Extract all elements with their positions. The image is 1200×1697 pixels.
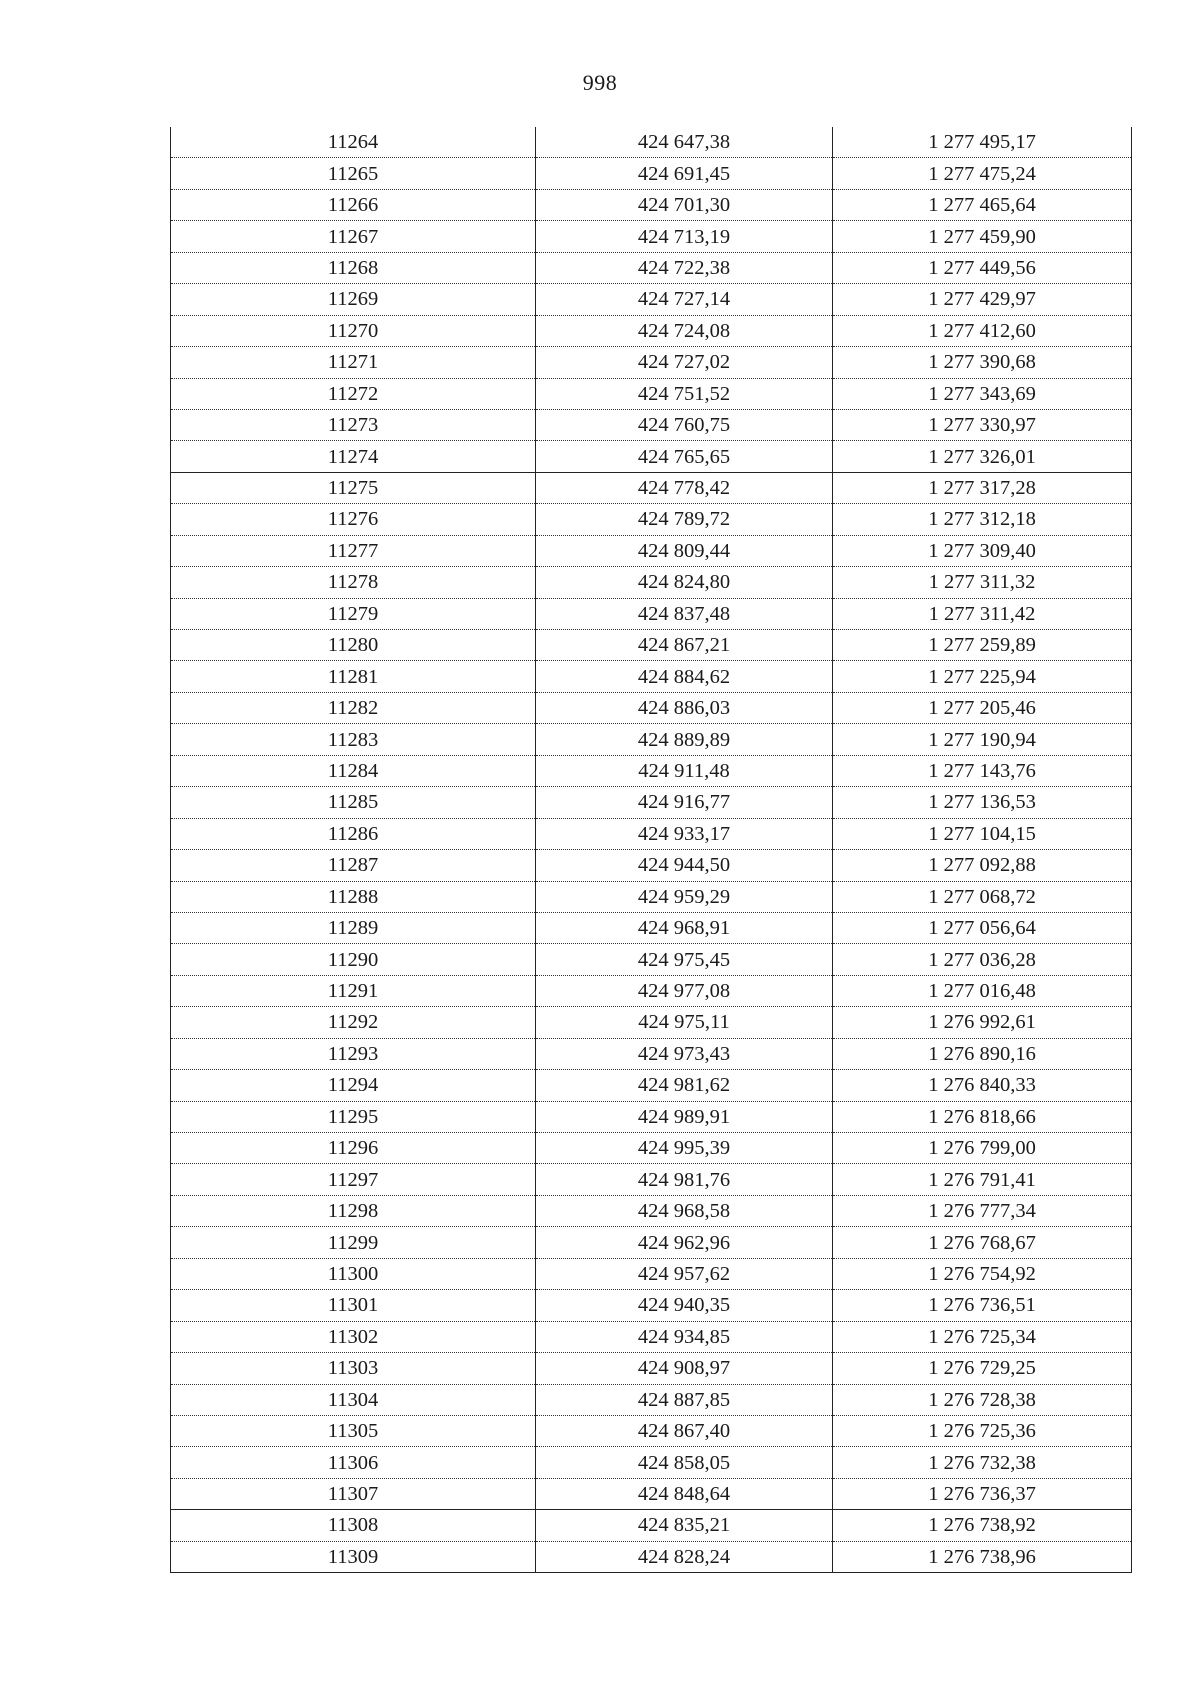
y-coordinate-cell: 1 277 330,97 [833,409,1132,440]
x-coordinate-cell: 424 727,02 [536,347,833,378]
y-coordinate-cell: 1 277 311,32 [833,567,1132,598]
y-coordinate-cell: 1 277 136,53 [833,787,1132,818]
point-number-cell: 11292 [171,1007,536,1038]
point-number-cell: 11288 [171,881,536,912]
point-number-cell: 11298 [171,1195,536,1226]
point-number-cell: 11289 [171,912,536,943]
table-row [171,127,1132,158]
point-number-cell: 11291 [171,975,536,1006]
table-row [171,567,1132,598]
table-row [171,692,1132,723]
x-coordinate-cell: 424 760,75 [536,409,833,440]
coordinates-table [170,127,1132,1573]
point-number-cell: 11302 [171,1321,536,1352]
x-coordinate-cell: 424 835,21 [536,1510,833,1541]
x-coordinate-cell: 424 724,08 [536,315,833,346]
y-coordinate-cell: 1 276 791,41 [833,1164,1132,1195]
y-coordinate-cell: 1 277 259,89 [833,630,1132,661]
x-coordinate-cell: 424 916,77 [536,787,833,818]
point-number-cell: 11300 [171,1258,536,1289]
y-coordinate-cell: 1 277 459,90 [833,221,1132,252]
table-row [171,1195,1132,1226]
y-coordinate-cell: 1 277 068,72 [833,881,1132,912]
point-number-cell: 11306 [171,1447,536,1478]
point-number-cell: 11293 [171,1038,536,1069]
y-coordinate-cell: 1 276 729,25 [833,1353,1132,1384]
point-number-cell: 11266 [171,189,536,220]
x-coordinate-cell: 424 995,39 [536,1133,833,1164]
x-coordinate-cell: 424 887,85 [536,1384,833,1415]
y-coordinate-cell: 1 277 190,94 [833,724,1132,755]
point-number-cell: 11309 [171,1541,536,1572]
y-coordinate-cell: 1 276 890,16 [833,1038,1132,1069]
x-coordinate-cell: 424 973,43 [536,1038,833,1069]
point-number-cell: 11286 [171,818,536,849]
point-number-cell: 11265 [171,158,536,189]
x-coordinate-cell: 424 968,58 [536,1195,833,1226]
x-coordinate-cell: 424 647,38 [536,127,833,158]
y-coordinate-cell: 1 277 016,48 [833,975,1132,1006]
y-coordinate-cell: 1 277 449,56 [833,252,1132,283]
x-coordinate-cell: 424 944,50 [536,850,833,881]
point-number-cell: 11307 [171,1478,536,1509]
point-number-cell: 11280 [171,630,536,661]
x-coordinate-cell: 424 701,30 [536,189,833,220]
table-row [171,1007,1132,1038]
x-coordinate-cell: 424 989,91 [536,1101,833,1132]
point-number-cell: 11278 [171,567,536,598]
table-row [171,661,1132,692]
table-row [171,850,1132,881]
table-row [171,818,1132,849]
x-coordinate-cell: 424 908,97 [536,1353,833,1384]
table-row [171,975,1132,1006]
x-coordinate-cell: 424 727,14 [536,284,833,315]
table-row [171,1070,1132,1101]
table-row [171,912,1132,943]
table-row [171,347,1132,378]
point-number-cell: 11267 [171,221,536,252]
point-number-cell: 11284 [171,755,536,786]
y-coordinate-cell: 1 277 311,42 [833,598,1132,629]
table-row [171,221,1132,252]
table-row [171,158,1132,189]
point-number-cell: 11294 [171,1070,536,1101]
point-number-cell: 11305 [171,1415,536,1446]
y-coordinate-cell: 1 277 104,15 [833,818,1132,849]
x-coordinate-cell: 424 691,45 [536,158,833,189]
y-coordinate-cell: 1 277 390,68 [833,347,1132,378]
table-row [171,787,1132,818]
x-coordinate-cell: 424 867,40 [536,1415,833,1446]
table-row [171,284,1132,315]
y-coordinate-cell: 1 277 036,28 [833,944,1132,975]
point-number-cell: 11299 [171,1227,536,1258]
y-coordinate-cell: 1 277 312,18 [833,504,1132,535]
table-row [171,252,1132,283]
table-row [171,1290,1132,1321]
y-coordinate-cell: 1 277 326,01 [833,441,1132,472]
y-coordinate-cell: 1 276 732,38 [833,1447,1132,1478]
table-row [171,504,1132,535]
point-number-cell: 11264 [171,127,536,158]
point-number-cell: 11290 [171,944,536,975]
table-row [171,755,1132,786]
x-coordinate-cell: 424 933,17 [536,818,833,849]
y-coordinate-cell: 1 276 738,96 [833,1541,1132,1572]
point-number-cell: 11274 [171,441,536,472]
y-coordinate-cell: 1 277 495,17 [833,127,1132,158]
x-coordinate-cell: 424 867,21 [536,630,833,661]
x-coordinate-cell: 424 975,11 [536,1007,833,1038]
table-row [171,1510,1132,1541]
point-number-cell: 11268 [171,252,536,283]
table-row [171,1321,1132,1352]
y-coordinate-cell: 1 276 992,61 [833,1007,1132,1038]
table-row [171,315,1132,346]
point-number-cell: 11273 [171,409,536,440]
y-coordinate-cell: 1 276 728,38 [833,1384,1132,1415]
y-coordinate-cell: 1 276 725,36 [833,1415,1132,1446]
y-coordinate-cell: 1 277 143,76 [833,755,1132,786]
x-coordinate-cell: 424 765,65 [536,441,833,472]
y-coordinate-cell: 1 276 840,33 [833,1070,1132,1101]
table-row [171,1478,1132,1509]
y-coordinate-cell: 1 277 309,40 [833,535,1132,566]
table-row [171,724,1132,755]
point-number-cell: 11275 [171,472,536,503]
y-coordinate-cell: 1 277 412,60 [833,315,1132,346]
table-row [171,1541,1132,1572]
x-coordinate-cell: 424 828,24 [536,1541,833,1572]
table-row [171,1353,1132,1384]
x-coordinate-cell: 424 940,35 [536,1290,833,1321]
coordinates-table-body [171,127,1132,1573]
y-coordinate-cell: 1 276 736,51 [833,1290,1132,1321]
point-number-cell: 11281 [171,661,536,692]
y-coordinate-cell: 1 277 343,69 [833,378,1132,409]
table-row [171,441,1132,472]
table-row [171,535,1132,566]
table-row [171,1258,1132,1289]
y-coordinate-cell: 1 276 736,37 [833,1478,1132,1509]
y-coordinate-cell: 1 277 056,64 [833,912,1132,943]
x-coordinate-cell: 424 848,64 [536,1478,833,1509]
x-coordinate-cell: 424 968,91 [536,912,833,943]
x-coordinate-cell: 424 824,80 [536,567,833,598]
table-row [171,630,1132,661]
x-coordinate-cell: 424 981,62 [536,1070,833,1101]
table-row [171,378,1132,409]
x-coordinate-cell: 424 959,29 [536,881,833,912]
point-number-cell: 11271 [171,347,536,378]
point-number-cell: 11270 [171,315,536,346]
x-coordinate-cell: 424 957,62 [536,1258,833,1289]
y-coordinate-cell: 1 276 754,92 [833,1258,1132,1289]
table-row [171,1164,1132,1195]
y-coordinate-cell: 1 277 475,24 [833,158,1132,189]
x-coordinate-cell: 424 889,89 [536,724,833,755]
table-row [171,1133,1132,1164]
point-number-cell: 11295 [171,1101,536,1132]
table-row [171,1384,1132,1415]
y-coordinate-cell: 1 276 738,92 [833,1510,1132,1541]
point-number-cell: 11303 [171,1353,536,1384]
y-coordinate-cell: 1 276 777,34 [833,1195,1132,1226]
table-row [171,189,1132,220]
point-number-cell: 11287 [171,850,536,881]
point-number-cell: 11269 [171,284,536,315]
x-coordinate-cell: 424 778,42 [536,472,833,503]
x-coordinate-cell: 424 789,72 [536,504,833,535]
point-number-cell: 11285 [171,787,536,818]
point-number-cell: 11279 [171,598,536,629]
table-row [171,1038,1132,1069]
x-coordinate-cell: 424 911,48 [536,755,833,786]
y-coordinate-cell: 1 276 768,67 [833,1227,1132,1258]
point-number-cell: 11277 [171,535,536,566]
point-number-cell: 11304 [171,1384,536,1415]
x-coordinate-cell: 424 934,85 [536,1321,833,1352]
point-number-cell: 11296 [171,1133,536,1164]
table-row [171,409,1132,440]
x-coordinate-cell: 424 713,19 [536,221,833,252]
table-row [171,944,1132,975]
y-coordinate-cell: 1 277 465,64 [833,189,1132,220]
point-number-cell: 11272 [171,378,536,409]
table-row [171,472,1132,503]
y-coordinate-cell: 1 277 225,94 [833,661,1132,692]
point-number-cell: 11308 [171,1510,536,1541]
y-coordinate-cell: 1 277 092,88 [833,850,1132,881]
x-coordinate-cell: 424 886,03 [536,692,833,723]
page-number: 998 [582,70,618,95]
table-row [171,881,1132,912]
x-coordinate-cell: 424 962,96 [536,1227,833,1258]
table-row [171,1415,1132,1446]
point-number-cell: 11297 [171,1164,536,1195]
y-coordinate-cell: 1 276 818,66 [833,1101,1132,1132]
table-row [171,1447,1132,1478]
x-coordinate-cell: 424 858,05 [536,1447,833,1478]
x-coordinate-cell: 424 981,76 [536,1164,833,1195]
x-coordinate-cell: 424 722,38 [536,252,833,283]
y-coordinate-cell: 1 277 429,97 [833,284,1132,315]
x-coordinate-cell: 424 884,62 [536,661,833,692]
table-row [171,1101,1132,1132]
table-row [171,1227,1132,1258]
table-row [171,598,1132,629]
y-coordinate-cell: 1 276 799,00 [833,1133,1132,1164]
x-coordinate-cell: 424 751,52 [536,378,833,409]
x-coordinate-cell: 424 837,48 [536,598,833,629]
point-number-cell: 11301 [171,1290,536,1321]
y-coordinate-cell: 1 277 317,28 [833,472,1132,503]
point-number-cell: 11283 [171,724,536,755]
x-coordinate-cell: 424 809,44 [536,535,833,566]
point-number-cell: 11276 [171,504,536,535]
y-coordinate-cell: 1 276 725,34 [833,1321,1132,1352]
point-number-cell: 11282 [171,692,536,723]
x-coordinate-cell: 424 975,45 [536,944,833,975]
y-coordinate-cell: 1 277 205,46 [833,692,1132,723]
x-coordinate-cell: 424 977,08 [536,975,833,1006]
